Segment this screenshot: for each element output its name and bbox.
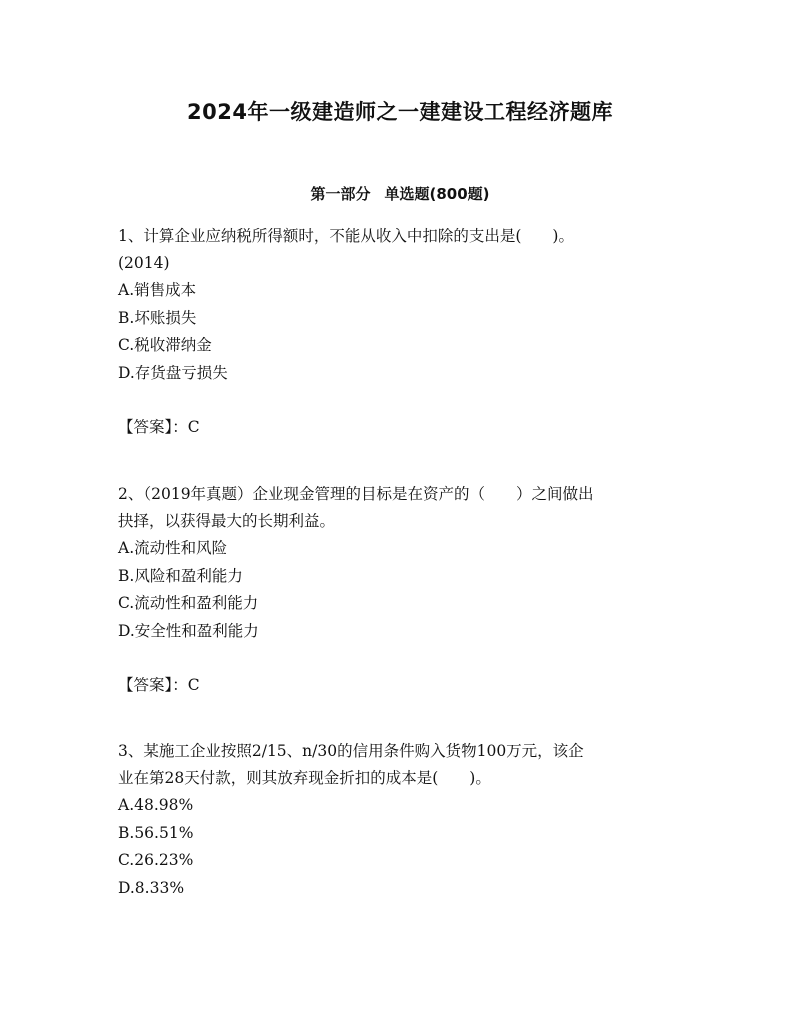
question-2	[118, 481, 678, 645]
question-1-stem	[118, 223, 678, 277]
section-name: 第一部分	[310, 185, 371, 203]
question-1-option-a: A.销售成本	[118, 281, 197, 299]
question-2-stem	[118, 481, 678, 535]
question-2-option-b: B.风险和盈利能力	[118, 566, 243, 585]
question-3	[118, 738, 678, 902]
question-1-option-c: C.税收滞纳金	[118, 336, 212, 354]
document-title: 2024年一级建造师之一建建设工程经济题库	[187, 100, 613, 124]
question-2-option-a: A.流动性和风险	[118, 539, 228, 557]
question-3-stem-line-1: 3、某施工企业按照2/15、n/30的信用条件购入货物100万元，该企	[118, 742, 584, 760]
question-1-answer: 【答案】：C	[118, 418, 200, 436]
question-1-options	[118, 277, 678, 387]
question-2-stem-line-2: 抉择，以获得最大的长期利益。	[118, 512, 336, 530]
question-3-option-d: D.8.33%	[118, 878, 185, 897]
question-3-stem	[118, 738, 678, 792]
question-3-stem-line-2: 业在第28天付款，则其放弃现金折扣的成本是( )。	[118, 769, 491, 787]
question-1-stem-line-2: (2014)	[118, 254, 170, 272]
question-2-options	[118, 535, 678, 645]
question-1-option-d: D.存货盘亏损失	[118, 363, 228, 382]
question-3-option-b: B.56.51%	[118, 823, 194, 842]
section-heading	[0, 183, 800, 204]
question-1-stem-line-1: 1、计算企业应纳税所得额时，不能从收入中扣除的支出是( )。	[118, 227, 574, 245]
question-1-option-b: B.坏账损失	[118, 308, 197, 327]
question-2-stem-line-1: 2、（2019年真题）企业现金管理的目标是在资产的（ ）之间做出	[118, 485, 594, 503]
question-2-answer: 【答案】：C	[118, 676, 200, 694]
section-subtitle: 单选题(800题)	[384, 185, 490, 203]
question-3-options	[118, 792, 678, 902]
question-1	[118, 223, 678, 387]
question-2-option-d: D.安全性和盈利能力	[118, 621, 259, 640]
question-2-option-c: C.流动性和盈利能力	[118, 594, 259, 612]
question-3-option-a: A.48.98%	[118, 796, 194, 814]
question-3-option-c: C.26.23%	[118, 851, 194, 869]
